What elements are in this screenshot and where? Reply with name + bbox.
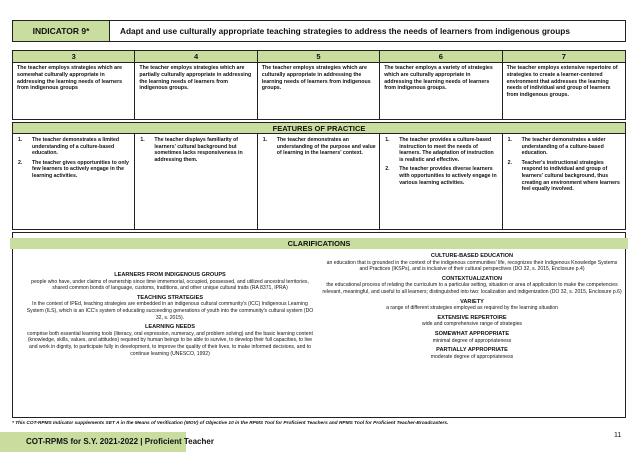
features-column xyxy=(135,134,257,229)
clarification-term: PARTIALLY APPROPRIATE xyxy=(436,347,508,354)
clarification-term: LEARNING NEEDS xyxy=(144,324,196,331)
level-descriptors xyxy=(12,50,626,120)
clarification-definition: the educational process of relating the curriculum to a particular setting, situation or area of application to make the competencies relevant, meaningful, and useful to all learners; distinguished into two: localization and indigenization (DO 32, s. 2015, Enclosure p.6) xyxy=(322,282,622,295)
level-column xyxy=(13,51,135,119)
footer-label: COT-RPMS for S.Y. 2021-2022 | Proficient Teacher xyxy=(0,432,186,452)
page-number: 11 xyxy=(614,432,622,439)
footnote: * This COT-RPMS Indicator supplements SET A in the Means of Verification (MOV) of Objective 10 in the RPMS Tool for Proficient Teachers and RPMS Tool for Proficient Teacher-Broadcasters. xyxy=(12,421,449,426)
level-number: 3 xyxy=(13,51,134,63)
feature-number: 1. xyxy=(140,137,145,143)
clarification-term: TEACHING STRATEGIES xyxy=(136,294,204,301)
feature-number: 1. xyxy=(385,137,390,143)
level-number: 7 xyxy=(503,51,625,63)
feature-item xyxy=(505,160,622,193)
clarification-term: EXTENSIVE REPERTOIRE xyxy=(437,314,507,321)
clarification-term: VARIETY xyxy=(460,298,484,305)
level-column xyxy=(503,51,625,119)
level-column xyxy=(380,51,502,119)
features-column xyxy=(380,134,502,229)
clarification-term: CULTURE-BASED EDUCATION xyxy=(430,253,514,259)
level-number: 5 xyxy=(258,51,379,63)
clarification-definition: moderate degree of appropriateness xyxy=(430,353,514,360)
level-description: The teacher employs extensive repertoire of strategies to create a learner-centered environment that addresses the learning needs of individual and group of learners from indigenous groups. xyxy=(506,65,618,99)
features-column xyxy=(503,134,625,229)
clarification-definition: an education that is grounded in the context of the indigenous communities' life, recognizes their Indigenous Knowledge Systems and Practices (IKSPs), and is inclusive of their cultural perspectives (DO 32, s. 2015, Enclosure p.4) xyxy=(326,259,618,273)
features-of-practice xyxy=(12,134,626,230)
indicator-text: Adapt and use culturally appropriate teaching strategies to address the needs of learners from indigenous groups xyxy=(120,26,570,36)
feature-item xyxy=(382,137,498,163)
feature-number: 2. xyxy=(18,159,23,166)
features-title: FEATURES OF PRACTICE xyxy=(12,122,626,134)
feature-text: The teacher gives opportunities to only few learners to actively engage in the learning activities. xyxy=(32,159,129,179)
feature-number: 2. xyxy=(385,166,390,173)
clarification-term: CONTEXTUALIZATION xyxy=(441,275,503,282)
clarification-term: SOMEWHAT APPROPRIATE xyxy=(434,330,510,337)
feature-item xyxy=(15,160,131,180)
indicator-header xyxy=(12,20,626,42)
indicator-label: INDICATOR 9* xyxy=(13,21,110,41)
feature-item xyxy=(15,137,131,157)
level-column xyxy=(258,51,380,119)
level-number: 6 xyxy=(380,51,501,63)
clarifications-title: CLARIFICATIONS xyxy=(10,238,628,249)
feature-item xyxy=(260,137,376,157)
feature-number: 1. xyxy=(262,137,268,143)
features-column xyxy=(13,134,135,229)
clarifications-right xyxy=(322,253,622,360)
clarification-term: LEARNERS FROM INDIGENOUS GROUPS xyxy=(114,272,226,278)
clarification-definition: wide and comprehensive range of strategies xyxy=(422,321,522,328)
clarification-definition: a range of different strategies employed as required by the learning situation xyxy=(386,305,558,312)
level-description: The teacher employs strategies which are partially culturally appropriate in addressing the learning needs of learners from indigenous groups. xyxy=(139,65,252,92)
clarification-definition: In the context of IPEd, teaching strategies are embedded in an indigenous cultural community's (ICC) Indigenous Learning System (ILS), which is an ICC's system of educating succeeding generations of youth into the community's cultural system (DO 32, s. 2015). xyxy=(26,301,314,321)
feature-item xyxy=(137,137,253,163)
clarification-definition: minimal degree of appropriateness xyxy=(432,337,512,344)
feature-number: 1. xyxy=(18,137,23,143)
feature-text: The teacher provides a culture-based instruction to meet the needs of learners. The adaptation of instruction is realistic and effective. xyxy=(399,137,494,163)
feature-text: The teacher provides diverse learners with opportunities to actively engage in various learning activities. xyxy=(399,166,497,186)
level-number: 4 xyxy=(135,51,256,63)
clarification-definition: people who have, under claims of ownership since time immemorial, occupied, possessed, and utilized ancestral territories, shared common bonds of language, customs, traditions, and other unique cultural traits (RA 8371, IPRA) xyxy=(31,278,309,292)
clarifications-left xyxy=(26,272,314,357)
features-column xyxy=(258,134,380,229)
feature-text: The teacher demonstrates a wider understanding of a culture-based education. xyxy=(521,137,606,157)
feature-text: Teacher's instructional strategies respond to individual and group of learners' cultural background, thus creating an environment where learners feel equally involved. xyxy=(521,159,620,193)
feature-number: 1. xyxy=(507,137,512,143)
level-column xyxy=(135,51,257,119)
level-description: The teacher employs strategies which are culturally appropriate in addressing the learning needs of learners from indigenous groups. xyxy=(261,65,371,92)
level-description: The teacher employs a variety of strategies which are culturally appropriate in addressing the learning needs of learners from indigenous groups. xyxy=(384,65,493,92)
feature-item xyxy=(505,137,622,157)
feature-text: The teacher displays familiarity of learners' cultural background but sometimes lacks responsiveness in addressing them. xyxy=(154,137,243,163)
feature-item xyxy=(382,166,498,186)
level-description: The teacher employs strategies which are somewhat culturally appropriate in addressing the learning needs of learners from indigenous groups xyxy=(17,65,123,92)
feature-number: 2. xyxy=(507,159,512,166)
feature-text: The teacher demonstrates an understanding of the purpose and value of learning in the learners' context. xyxy=(276,137,376,157)
feature-text: The teacher demonstrates a limited understanding of a culture-based education. xyxy=(32,137,120,157)
clarification-definition: comprise both essential learning tools (literacy, oral expression, numeracy, and problem solving) and the basic learning content (knowledge, skills, values, and attitudes) required by human beings to be able to survive, to develop their full capacities, to live and work in dignity, to participate fully in development, to improve the quality of their lives, to make informed decisions, and to continue learning (UNESCO, 1992) xyxy=(27,330,313,357)
